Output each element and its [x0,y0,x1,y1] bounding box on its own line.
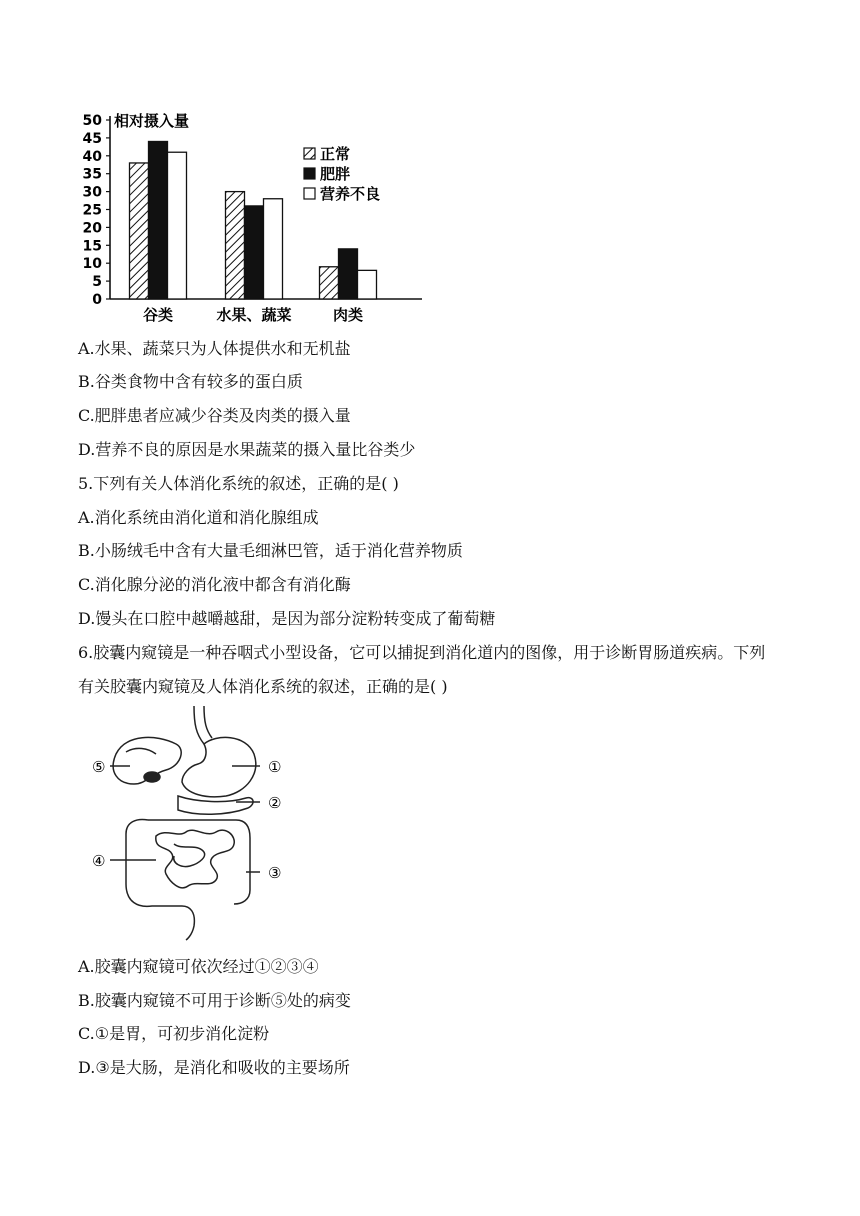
legend-label: 肥胖 [320,165,351,183]
q5-option-c: C.消化腺分泌的消化液中都含有消化酶 [78,575,351,594]
y-tick-label: 5 [92,274,102,291]
bar [339,249,358,299]
q5-stem: 5.下列有关人体消化系统的叙述，正确的是( ) [78,474,399,493]
bar [264,199,283,299]
legend-swatch [304,148,315,159]
y-tick-label: 50 [82,113,102,129]
chart-svg [76,104,426,334]
bar [149,141,168,299]
q6-stem: 6.胶囊内窥镜是一种吞咽式小型设备，它可以捕捉到消化道内的图像，用于诊断胃肠道疾病。下列有关胶囊内窥镜及人体消化系统的叙述，正确的是( ) [78,643,766,696]
y-tick-label: 0 [92,292,102,308]
x-tick-label: 水果、蔬菜 [216,306,292,324]
q5-option-d: D.馒头在口腔中越嚼越甜，是因为部分淀粉转变成了葡萄糖 [78,609,496,628]
q6-option-b: B.胶囊内窥镜不可用于诊断⑤处的病变 [78,991,351,1010]
x-tick-label: 肉类 [332,306,364,324]
legend-swatch [304,168,315,179]
esophagus-shape-2 [204,706,212,738]
label-1: ① [268,758,282,776]
digestive-system-diagram [86,704,296,944]
label-2: ② [268,794,282,812]
y-tick-label: 30 [82,184,102,201]
label-3: ③ [268,864,282,882]
q4-option-b: B.谷类食物中含有较多的蛋白质 [78,372,303,391]
bar [168,152,187,299]
label-5: ⑤ [92,758,106,776]
gallbladder-shape [144,772,160,782]
bar [226,192,245,299]
pancreas-shape [178,796,253,814]
q6-option-d: D.③是大肠，是消化和吸收的主要场所 [78,1058,350,1077]
legend-label: 正常 [320,145,351,163]
legend-swatch [304,188,315,199]
bar [130,163,149,299]
y-tick-label: 35 [82,166,102,183]
y-tick-label: 45 [82,130,102,147]
esophagus-shape [194,706,204,744]
x-tick-label: 谷类 [142,306,174,324]
large-intestine-left [126,820,194,940]
q4-option-d: D.营养不良的原因是水果蔬菜的摄入量比谷类少 [78,440,416,459]
q6-option-a: A.胶囊内窥镜可依次经过①②③④ [78,957,319,976]
label-4: ④ [92,852,106,870]
small-intestine-shape [156,830,234,888]
q5-option-a: A.消化系统由消化道和消化腺组成 [78,508,319,527]
bar [245,206,264,299]
intake-bar-chart [76,104,426,334]
y-tick-label: 15 [82,238,102,255]
q5-option-b: B.小肠绒毛中含有大量毛细淋巴管，适于消化营养物质 [78,541,463,560]
q4-option-a: A.水果、蔬菜只为人体提供水和无机盐 [78,339,351,358]
y-tick-label: 25 [82,202,102,219]
q6-option-c: C.①是胃，可初步消化淀粉 [78,1024,270,1043]
y-axis-label: 相对摄入量 [114,112,190,130]
y-tick-label: 20 [82,220,102,237]
legend-label: 营养不良 [320,185,381,203]
y-tick-label: 10 [82,256,102,273]
y-tick-label: 40 [82,148,102,165]
stomach-shape [182,737,256,796]
small-intestine-coil [174,844,205,867]
bar [320,267,339,299]
q4-option-c: C.肥胖患者应减少谷类及肉类的摄入量 [78,406,351,425]
digestive-svg [86,704,296,944]
liver-detail [126,748,156,754]
bar [358,270,377,299]
